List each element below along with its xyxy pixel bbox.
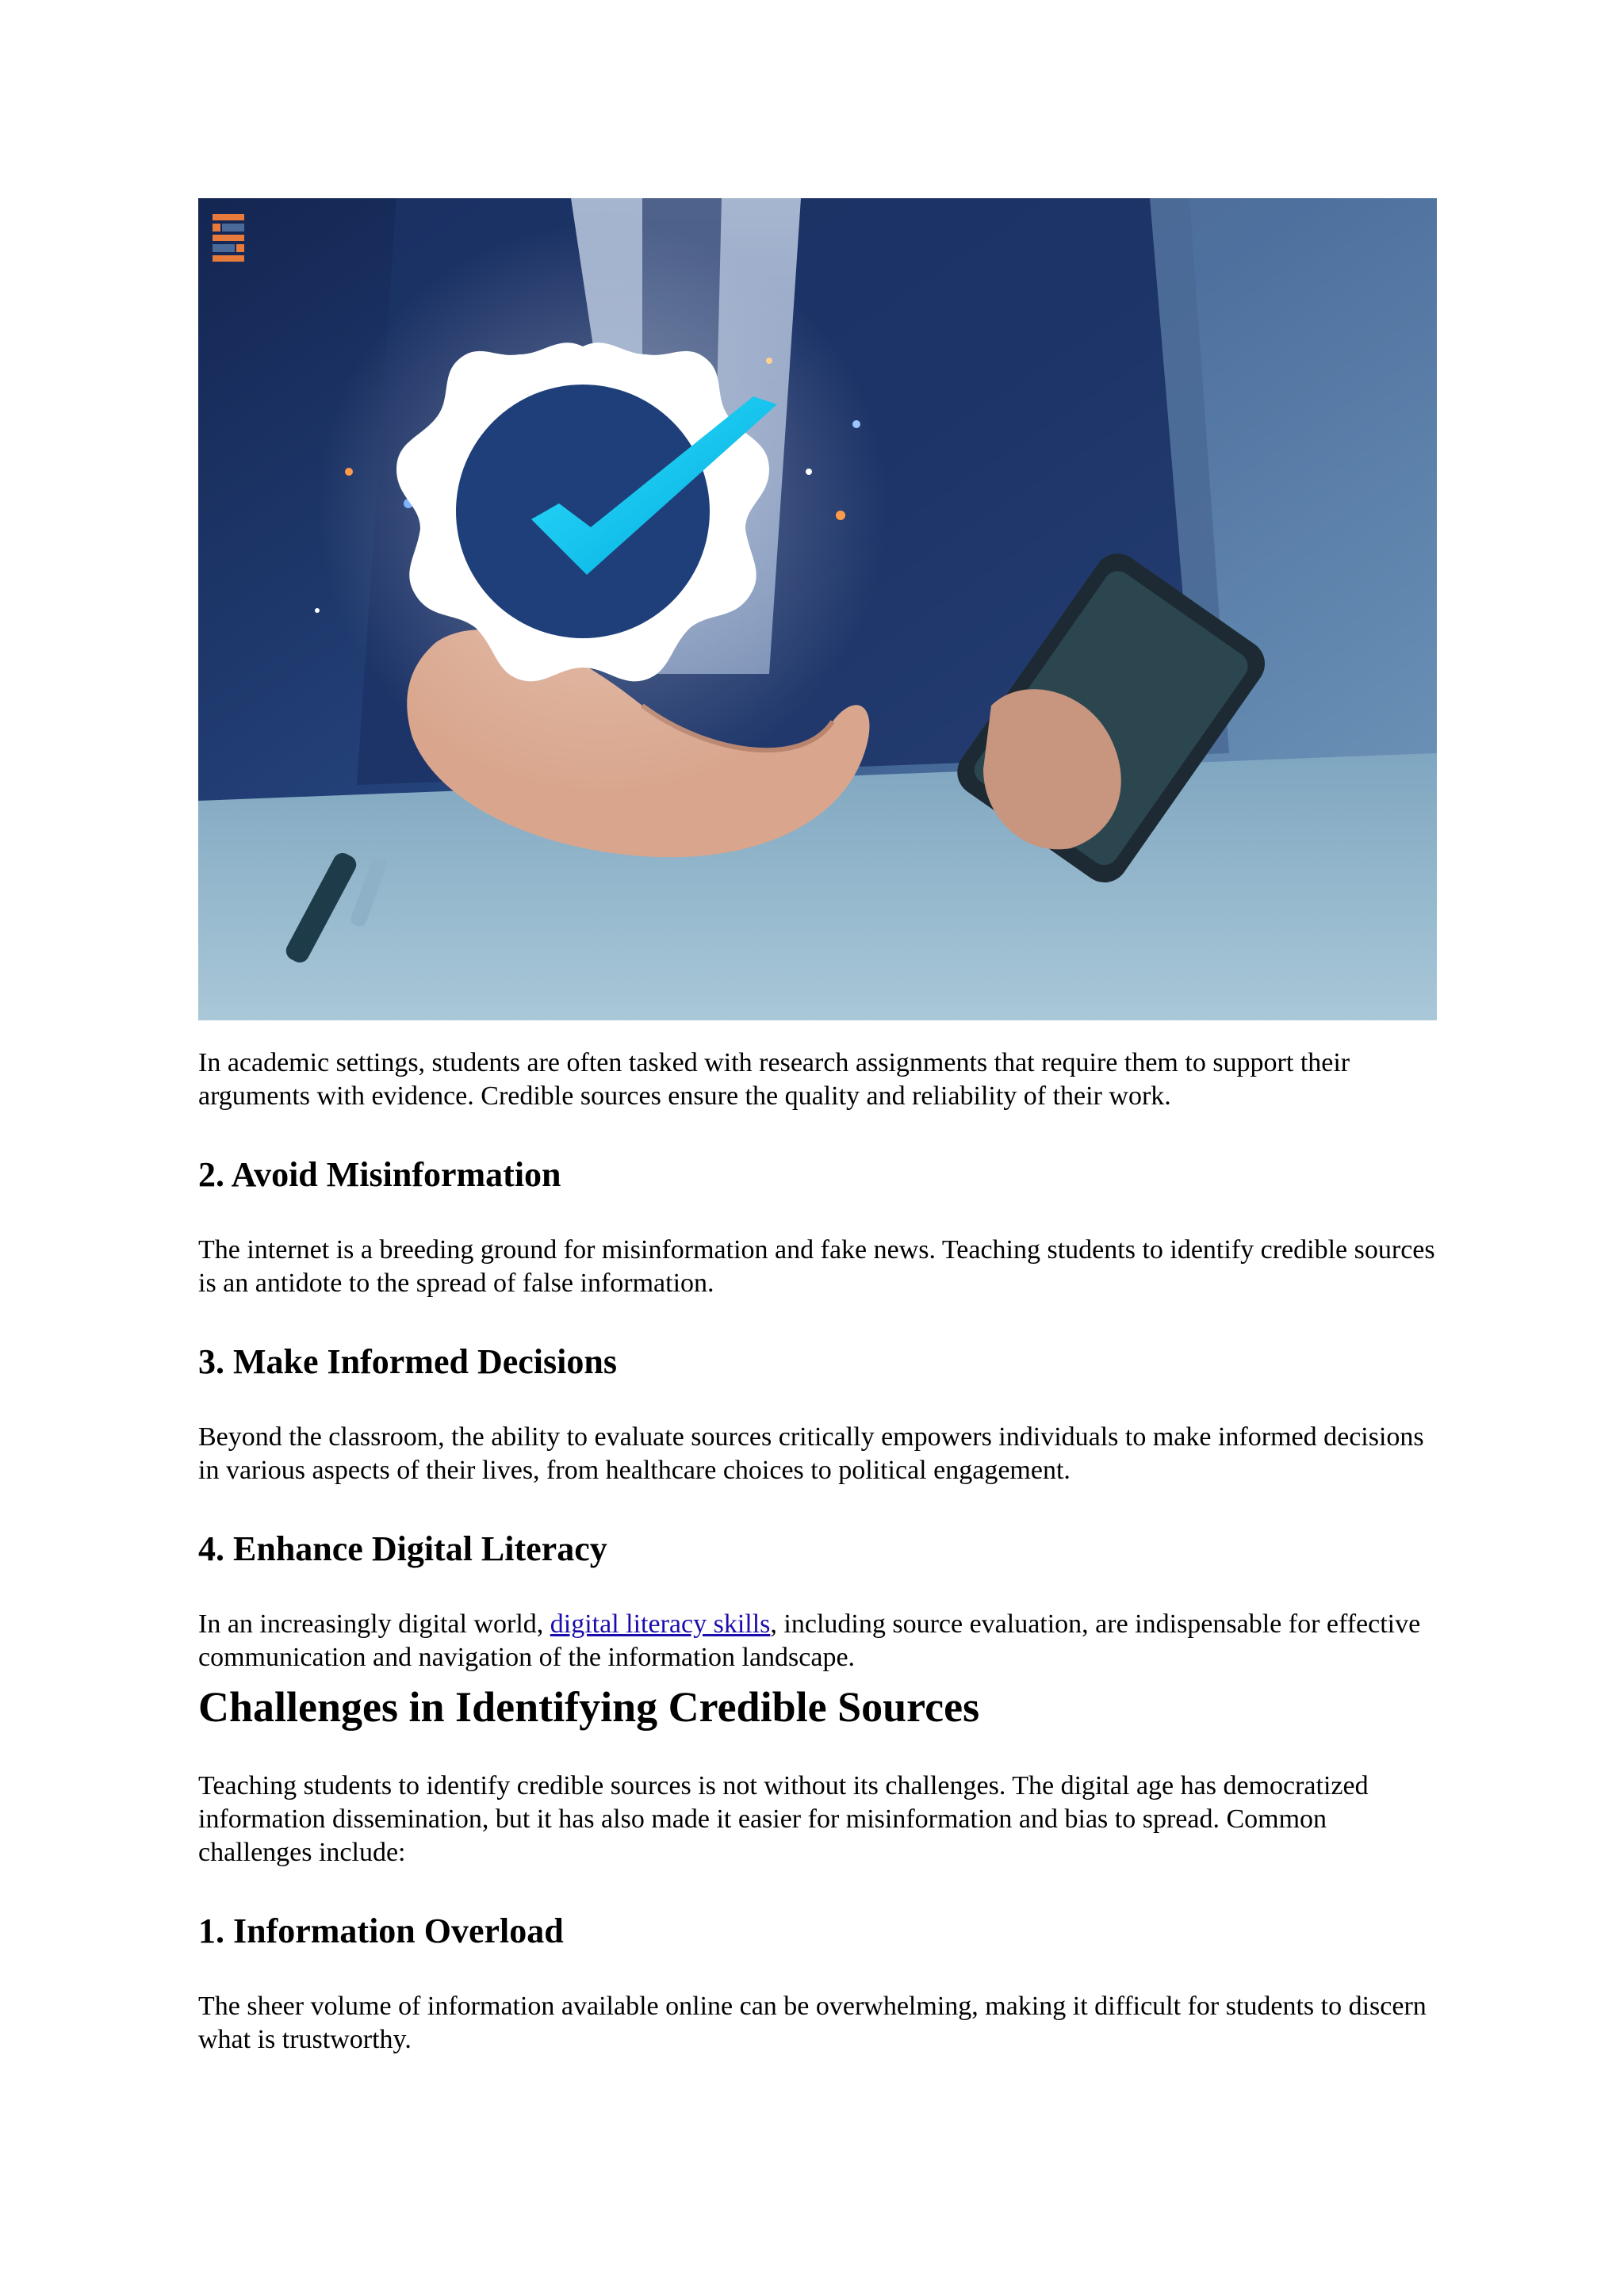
information-overload-paragraph: The sheer volume of information available online can be overwhelming, making it difficult for students to discern what is trustworthy.	[198, 1992, 1427, 2054]
heading-information-overload: 1. Information Overload	[198, 1911, 564, 1950]
informed-decisions-paragraph: Beyond the classroom, the ability to evaluate sources critically empowers individuals to make informed decisions in various aspects of their lives, from healthcare choices to political engagement.	[198, 1422, 1424, 1485]
heading-digital-literacy: 4. Enhance Digital Literacy	[198, 1529, 607, 1568]
intro-paragraph: In academic settings, students are often tasked with research assignments that require them to support their arguments with evidence. Credible sources ensure the quality and reliability of their work.	[198, 1048, 1350, 1111]
heading-avoid-misinformation: 2. Avoid Misinformation	[198, 1155, 561, 1194]
digital-literacy-paragraph	[198, 1608, 1437, 1674]
hero-image	[198, 198, 1437, 1020]
heading-informed-decisions: 3. Make Informed Decisions	[198, 1342, 617, 1381]
digital-literacy-skills-link[interactable]: digital literacy skills	[550, 1609, 771, 1639]
avoid-misinformation-paragraph: The internet is a breeding ground for misinformation and fake news. Teaching students to identify credible sources is an antidote to the spread of false information.	[198, 1235, 1435, 1298]
challenges-paragraph: Teaching students to identify credible sources is not without its challenges. The digital age has democratized information dissemination, but it has also made it easier for misinformation and bias to spread. Common challenges include:	[198, 1771, 1369, 1867]
digital-literacy-text-after: , including source evaluation, are indispensable for effective communication and navigation of the information landscape.	[198, 1609, 1421, 1672]
hero-illustration	[198, 198, 1437, 1020]
digital-literacy-text-before: In an increasingly digital world,	[198, 1609, 550, 1639]
document-page	[198, 198, 1437, 2057]
heading-challenges: Challenges in Identifying Credible Sources	[198, 1683, 980, 1731]
